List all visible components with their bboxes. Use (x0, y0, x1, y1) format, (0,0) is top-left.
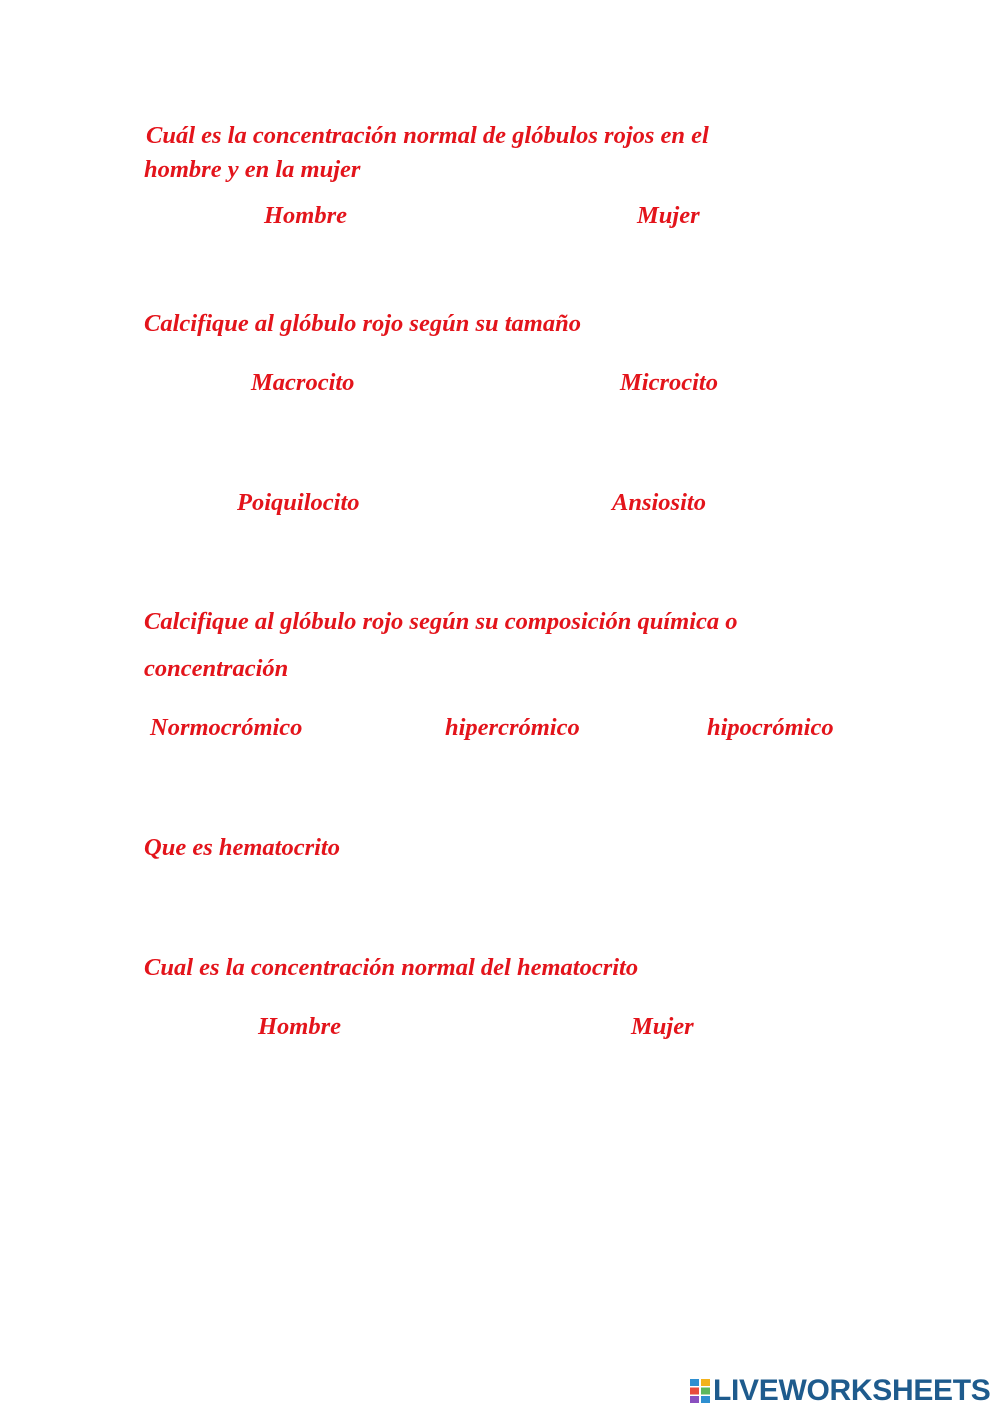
question-3-option-hipercromico: hipercrómico (445, 714, 580, 741)
question-5-prompt: Cual es la concentración normal del hematocrito (144, 954, 639, 981)
question-1-option-hombre: Hombre (264, 202, 348, 229)
question-4-prompt: Que es hematocrito (144, 834, 340, 861)
question-1-option-mujer: Mujer (637, 202, 700, 229)
question-1-prompt-line-2: hombre y en la mujer (144, 156, 361, 183)
question-2-option-macrocito: Macrocito (251, 369, 355, 396)
liveworksheets-icon (690, 1379, 710, 1403)
question-2-option-poiquilocito: Poiquilocito (237, 489, 360, 516)
question-3-prompt-line-2: concentración (144, 655, 289, 682)
question-5-option-hombre: Hombre (258, 1013, 342, 1040)
question-3-option-hipocromico: hipocrómico (707, 714, 834, 741)
question-2-prompt: Calcifique al glóbulo rojo según su tamaño (144, 310, 581, 337)
question-1-prompt-line-1: Cuál es la concentración normal de glóbulos rojos en el (146, 122, 709, 149)
liveworksheets-wordmark: LIVEWORKSHEETS (713, 1374, 991, 1407)
question-3-prompt-line-1: Calcifique al glóbulo rojo según su composición química o (144, 608, 738, 635)
question-5-option-mujer: Mujer (631, 1013, 694, 1040)
question-2-option-ansiosito: Ansiosito (612, 489, 706, 516)
question-3-option-normocromico: Normocrómico (150, 714, 303, 741)
liveworksheets-logo (690, 1375, 991, 1407)
question-2-option-microcito: Microcito (620, 369, 718, 396)
